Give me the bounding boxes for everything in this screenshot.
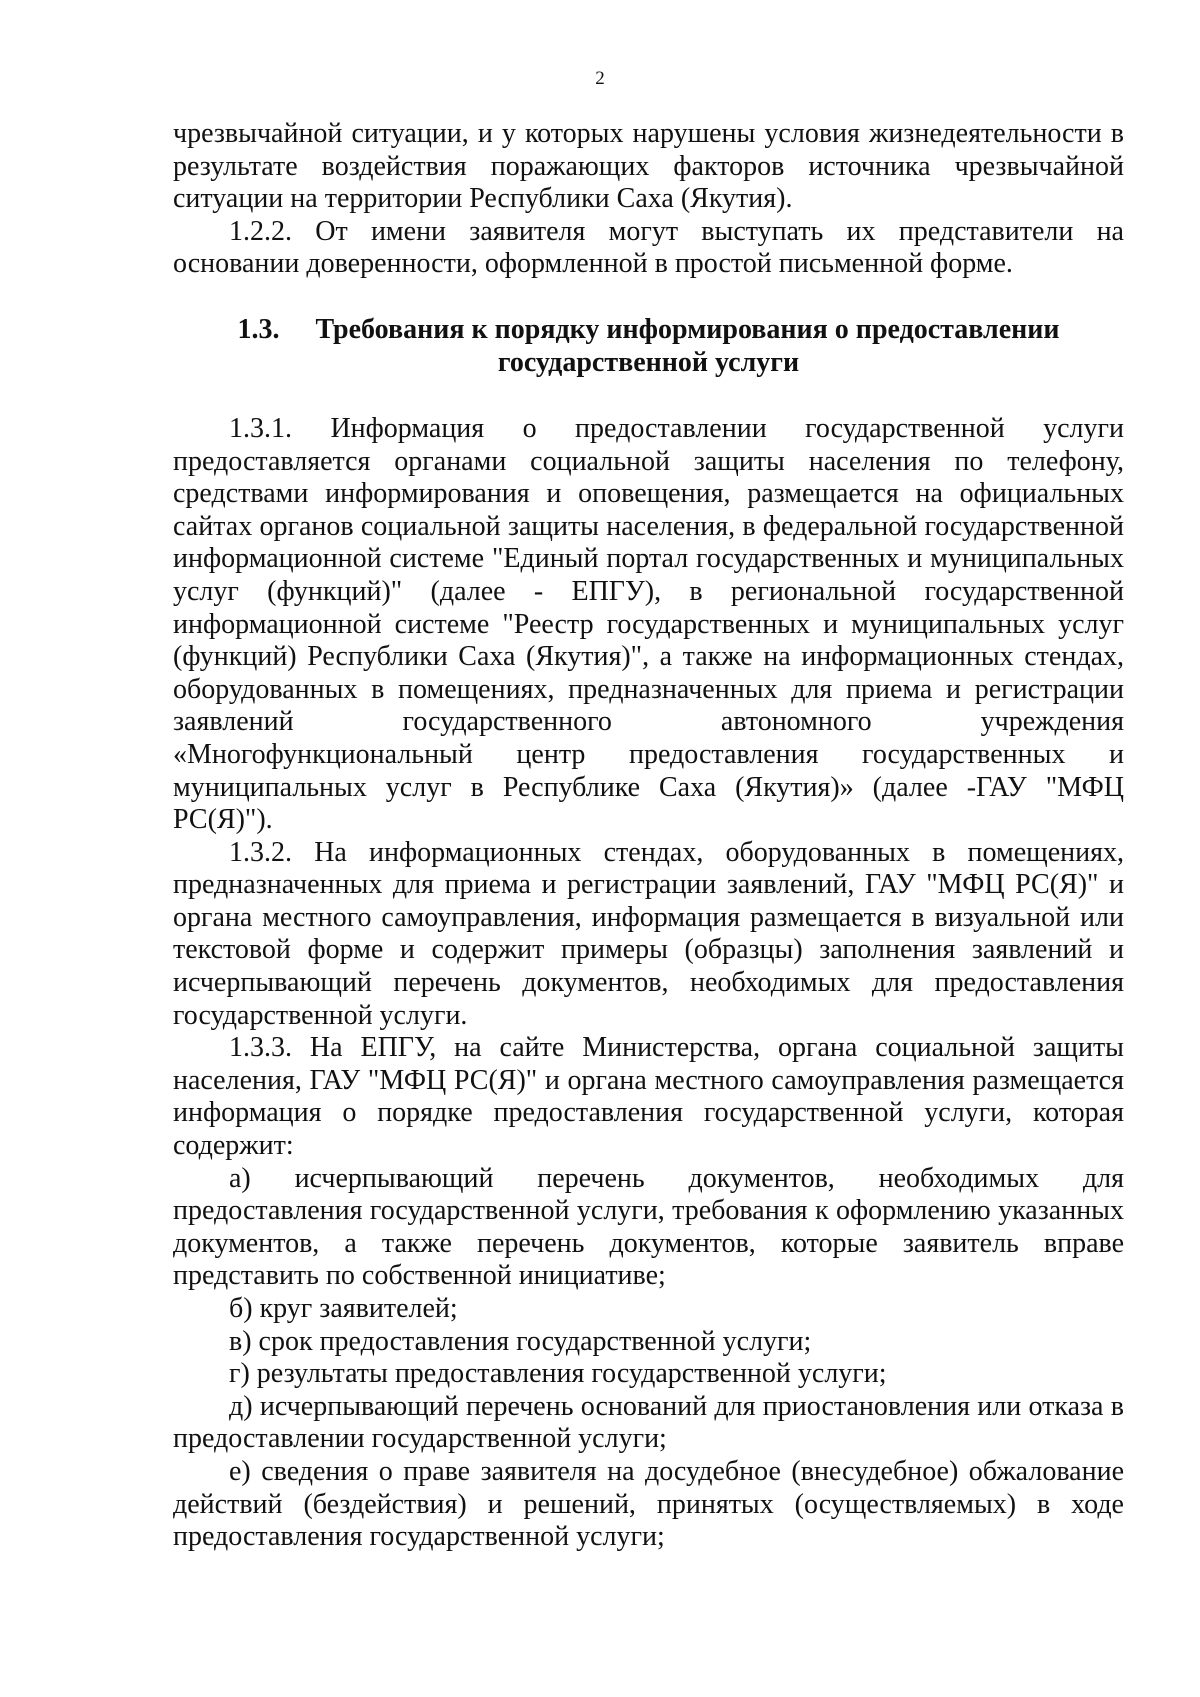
section-heading-line-1	[173, 313, 1124, 346]
section-number: 1.3.	[237, 313, 280, 345]
list-item-e: е) сведения о праве заявителя на досудебное (внесудебное) обжалование действий (бездействия) и решений, принятых (осуществляемых) в ходе предоставления государственной услуги;	[173, 1455, 1124, 1553]
list-item-g: г) результаты предоставления государственной услуги;	[229, 1358, 887, 1390]
paragraph-1-3-3: 1.3.3. На ЕПГУ, на сайте Министерства, органа социальной защиты населения, ГАУ "МФЦ РС(Я)" и органа местного самоуправления размещается информация о порядке предоставления государственной услуги, которая содержит:	[173, 1032, 1124, 1162]
paragraph-continuation: чрезвычайной ситуации, и у которых нарушены условия жизнедеятельности в результате воздействия поражающих факторов источника чрезвычайной ситуации на территории Республики Саха (Якутия).	[173, 118, 1124, 215]
list-item-d: д) исчерпывающий перечень оснований для приостановления или отказа в предоставлении государственной услуги;	[173, 1390, 1124, 1455]
paragraph-1-2-2: 1.2.2. От имени заявителя могут выступать их представители на основании доверенности, оформленной в простой письменной форме.	[173, 215, 1124, 280]
section-title-part-1: Требования к порядку информирования о предоставлении	[315, 313, 1060, 345]
section-heading-line-2: государственной услуги	[497, 346, 800, 378]
page-number: 2	[595, 68, 605, 89]
paragraph-1-3-2: 1.3.2. На информационных стендах, оборудованных в помещениях, предназначенных для приема и регистрации заявлений, ГАУ "МФЦ РС(Я)" и органа местного самоуправления, информация размещается в визуальной или текстовой форме и содержит примеры (образцы) заполнения заявлений и исчерпывающий перечень документов, необходимых для предоставления государственной услуги.	[173, 836, 1124, 1031]
section-heading	[173, 313, 1124, 379]
document-body	[173, 118, 1124, 1554]
list-item-v: в) срок предоставления государственной услуги;	[229, 1325, 812, 1357]
list-item-a: а) исчерпывающий перечень документов, необходимых для предоставления государственной услуги, требования к оформлению указанных документов, а также перечень документов, которые заявитель вправе представить по собственной инициативе;	[173, 1162, 1124, 1292]
paragraph-1-3-1: 1.3.1. Информация о предоставлении государственной услуги предоставляется органами социальной защиты населения по телефону, средствами информирования и оповещения, размещается на официальных сайтах органов социальной защиты населения, в федеральной государственной информационной системе "Единый портал государственных и муниципальных услуг (функций)" (далее - ЕПГУ), в региональной государственной информационной системе "Реестр государственных и муниципальных услуг (функций) Республики Саха (Якутия)", а также на информационных стендах, оборудованных в помещениях, предназначенных для приема и регистрации заявлений государственного автономного учреждения «Многофункциональный центр предоставления государственных и муниципальных услуг в Республике Саха (Якутия)» (далее -ГАУ "МФЦ РС(Я)").	[173, 412, 1124, 836]
list-item-b: б) круг заявителей;	[229, 1293, 458, 1324]
